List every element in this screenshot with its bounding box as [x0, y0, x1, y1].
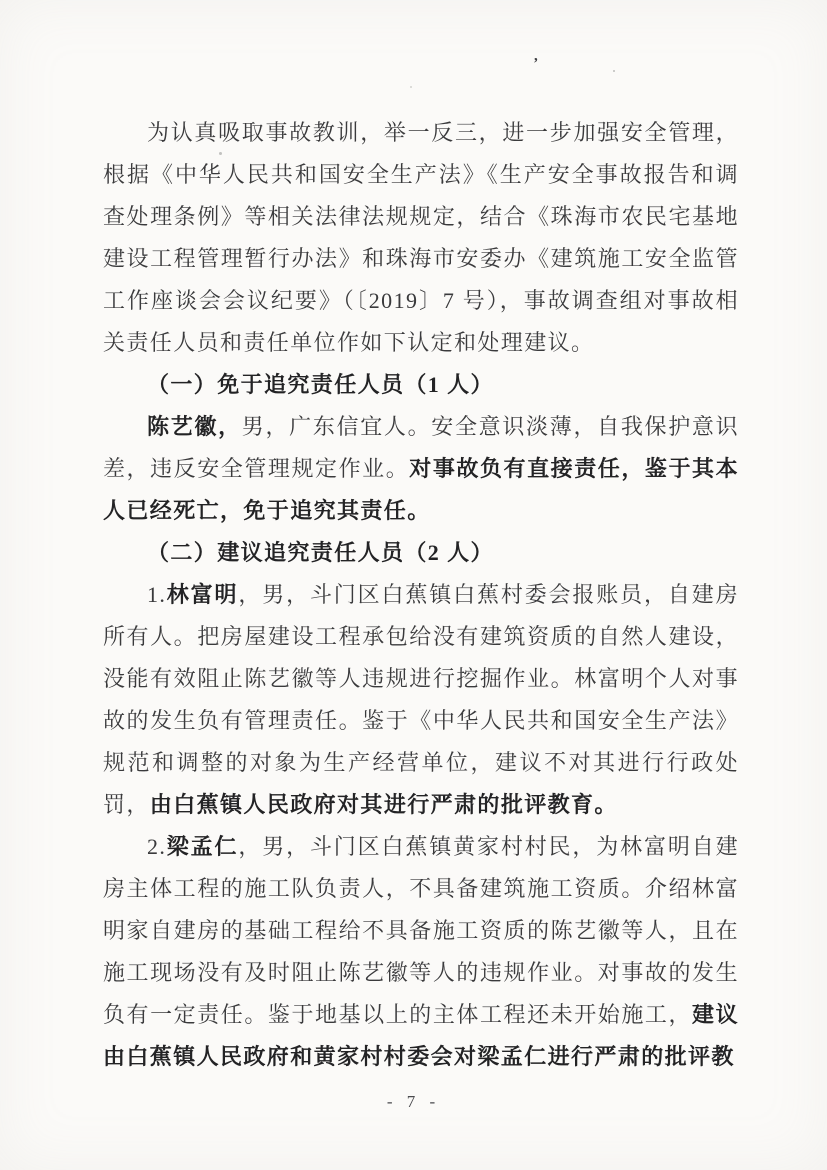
bold-text-segment: （一）免于追究责任人员（1 人）: [147, 372, 494, 397]
page-number: - 7 -: [386, 1092, 441, 1111]
bold-text-segment: 对事故负有直接责任，鉴于其本人已经死亡，免于追究其责任。: [103, 456, 739, 523]
text-segment: 为认真吸取事故教训，举一反三，进一步加强安全管理，根据《中华人民共和国安全生产法》《生产安全事故报告和调查处理条例》等相关法律法规规定，结合《珠海市农民宅基地建设工程管理暂行办法》和珠海市安委办《建筑施工安全监管工作座谈会会议纪要》（〔2019〕7 号），事故调查组对事故相关责任人员和责任单位作如下认定和处理建议。: [103, 120, 739, 355]
bold-text-segment: 林富明: [166, 582, 239, 607]
section-heading-accountable: [103, 532, 739, 574]
text-segment: 男，广东信宜人。安全意识淡薄，自我保护意识差，违反安全管理规定作业。: [103, 414, 739, 481]
scan-artifact-mark: ,: [534, 48, 538, 64]
bold-text-segment: 梁孟仁: [166, 834, 239, 859]
text-segment: 2.: [147, 834, 167, 859]
text-segment: 1.: [147, 582, 167, 607]
bold-text-segment: 由白蕉镇人民政府对其进行严肃的批评教育。: [149, 792, 618, 817]
text-segment: ，男，斗门区白蕉镇黄家村村民，为林富明自建房主体工程的施工队负责人，不具备建筑施工资质。介绍林富明家自建房的基础工程给不具备施工资质的陈艺徽等人，且在施工现场没有及时阻止陈艺徽等人的违规作业。对事故的发生负有一定责任。鉴于地基以上的主体工程还未开始施工，: [103, 834, 739, 1027]
document-body: [103, 112, 739, 1078]
text-segment: ，男，斗门区白蕉镇白蕉村委会报账员，自建房所有人。把房屋建设工程承包给没有建筑资质的自然人建设，没能有效阻止陈艺徽等人违规进行挖掘作业。林富明个人对事故的发生负有管理责任。鉴于《中华人民共和国安全生产法》规范和调整的对象为生产经营单位，建议不对其进行行政处罚，: [103, 582, 739, 817]
person-paragraph-liang: [103, 826, 739, 1078]
intro-paragraph: [103, 112, 739, 364]
scan-speck: [410, 86, 412, 88]
person-paragraph-chen: [103, 406, 739, 532]
person-paragraph-lin: [103, 574, 739, 826]
section-heading-exempt: [103, 364, 739, 406]
scan-speck: [613, 70, 615, 72]
bold-text-segment: 陈艺徽，: [147, 414, 242, 439]
bold-text-segment: 建议由白蕉镇人民政府和黄家村村委会对梁孟仁进行严肃的批评教: [103, 1002, 739, 1069]
bold-text-segment: （二）建议追究责任人员（2 人）: [147, 540, 494, 565]
